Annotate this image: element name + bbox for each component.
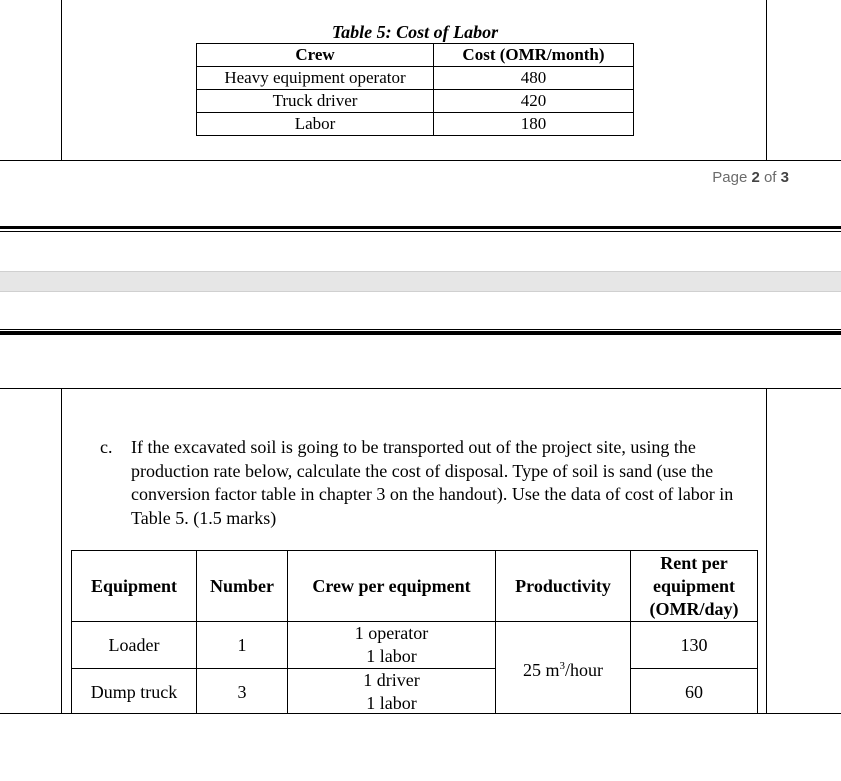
- productivity-unit: /hour: [565, 660, 603, 680]
- page3-left-border: [61, 388, 62, 714]
- page-break-top-thin: [0, 231, 841, 232]
- page-of: of: [759, 169, 781, 186]
- column-header-equipment: Equipment: [72, 551, 197, 622]
- rent-header-line3: (OMR/day): [649, 598, 739, 619]
- table5-caption: Table 5: Cost of Labor: [331, 22, 499, 42]
- table-header-row: [197, 44, 634, 67]
- productivity-cell: [496, 622, 631, 716]
- table-header-row: [72, 551, 758, 622]
- page-right-border: [766, 0, 767, 161]
- crew-cell: Heavy equipment operator: [197, 67, 434, 90]
- equipment-table: [71, 550, 758, 716]
- cost-of-labor-table: [196, 43, 634, 136]
- column-header-number: Number: [197, 551, 288, 622]
- page-break-bottom-thick: [0, 331, 841, 335]
- page-current: 2: [751, 169, 760, 186]
- page-break-bottom-thin: [0, 329, 841, 330]
- page-cutoff: [0, 714, 841, 781]
- question-text: If the excavated soil is going to be transported out of the project site, using the production rate below, calculate the cost of disposal. Type of soil is sand (use the conversion factor table in chapter 3 on the handout). Use the data of cost of labor in Table 5. (1.5 marks): [131, 437, 734, 528]
- page-total: 3: [780, 169, 789, 186]
- crew-cell: [288, 622, 496, 669]
- column-header-crew: Crew per equipment: [288, 551, 496, 622]
- page-number: [712, 169, 789, 186]
- column-header-rent: [631, 551, 758, 622]
- crew-line1: 1 driver: [363, 670, 420, 690]
- crew-cell: Labor: [197, 113, 434, 136]
- crew-line2: 1 labor: [366, 646, 417, 666]
- column-header-crew: Crew: [197, 44, 434, 67]
- column-header-cost: Cost (OMR/month): [434, 44, 634, 67]
- table-row: [197, 67, 634, 90]
- page3-top-line: [0, 388, 841, 389]
- cost-cell: 480: [434, 67, 634, 90]
- cost-cell: 420: [434, 90, 634, 113]
- table-row: [72, 669, 758, 716]
- cost-cell: 180: [434, 113, 634, 136]
- rent-header-line2: equipment: [652, 575, 735, 596]
- table-row: [197, 113, 634, 136]
- number-cell: 1: [197, 622, 288, 669]
- productivity-value: 25 m: [522, 660, 560, 680]
- table-row: [197, 90, 634, 113]
- page-bottom-line: [0, 160, 841, 161]
- crew-line1: 1 operator: [354, 623, 429, 643]
- crew-cell: Truck driver: [197, 90, 434, 113]
- equipment-cell: Loader: [72, 622, 197, 669]
- list-marker: c.: [100, 437, 113, 457]
- rent-header-line1: Rent per: [660, 552, 728, 573]
- page-prefix: Page: [712, 169, 752, 186]
- page-left-border: [61, 0, 62, 161]
- rent-cell: 130: [631, 622, 758, 669]
- number-cell: 3: [197, 669, 288, 716]
- equipment-cell: Dump truck: [72, 669, 197, 716]
- rent-cell: 60: [631, 669, 758, 716]
- crew-line2: 1 labor: [366, 693, 417, 713]
- page-gap: [0, 271, 841, 292]
- productivity-sup: 3: [559, 660, 565, 672]
- crew-cell: [288, 669, 496, 716]
- question-c: [100, 436, 770, 530]
- page-break-top-thick: [0, 226, 841, 229]
- column-header-productivity: Productivity: [496, 551, 631, 622]
- table-row: [72, 622, 758, 669]
